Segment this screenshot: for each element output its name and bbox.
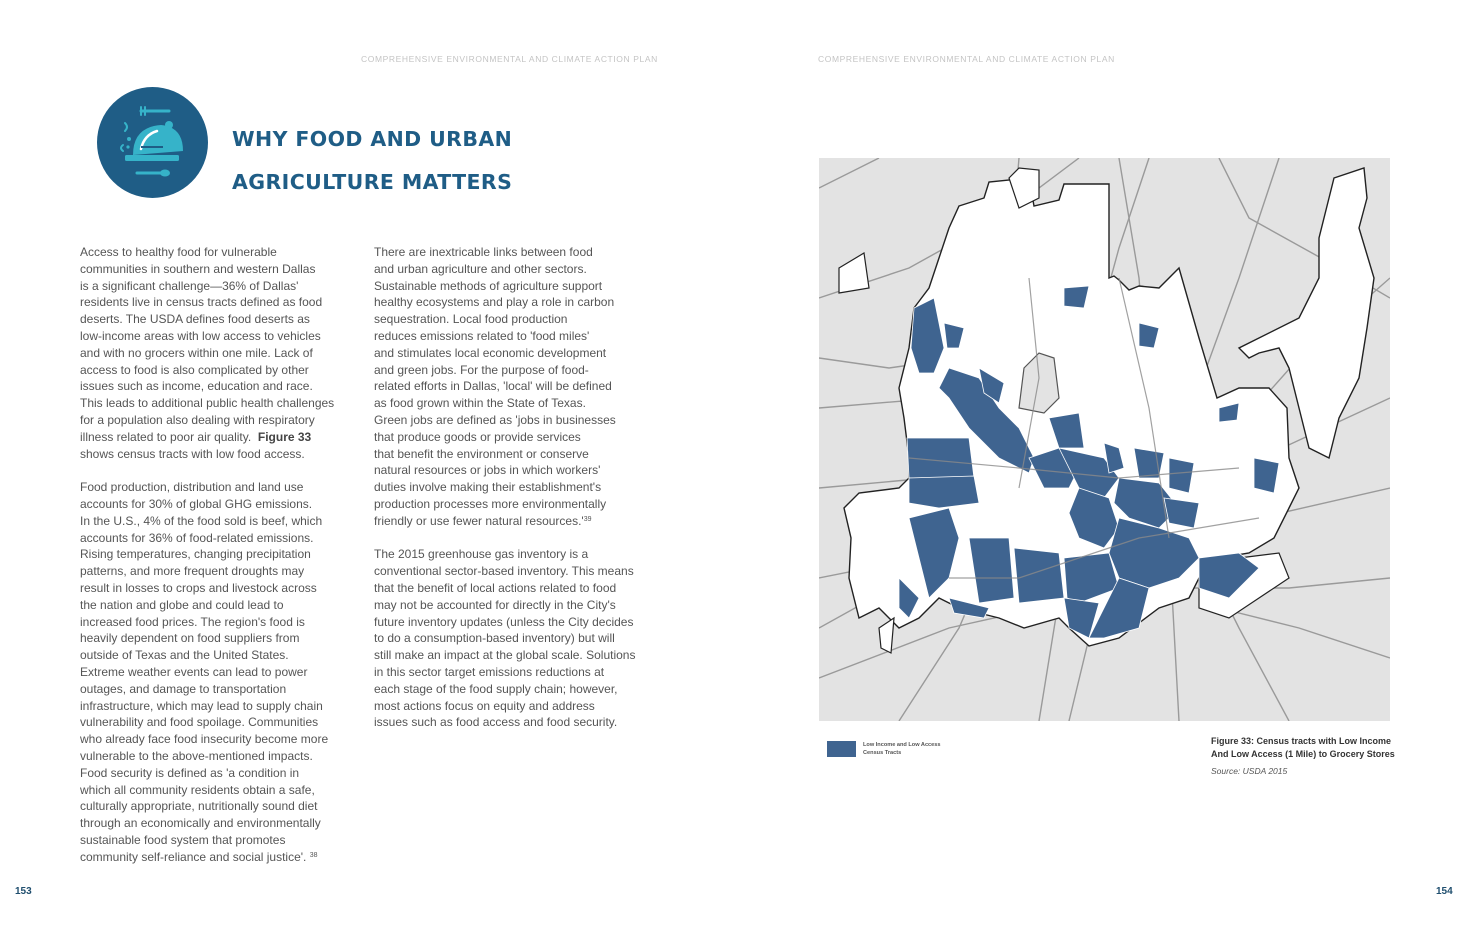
text-line: communities in southern and western Dallas [80, 261, 316, 276]
text-line: still make an impact at the global scale. Solutions [374, 648, 636, 663]
text-run: friendly or use fewer natural resources.' [374, 513, 584, 528]
text-line: infrastructure, which may lead to supply chain [80, 698, 323, 713]
text-line: Green jobs are defined as 'jobs in businesses [374, 412, 616, 427]
text-line [80, 849, 360, 866]
legend-line-1: Low Income and Low Access [863, 742, 941, 748]
page-number-right: 154 [1436, 886, 1453, 897]
text-line: Rising temperatures, changing precipitation [80, 547, 311, 562]
text-line: who already face food insecurity become more [80, 732, 329, 747]
text-line: which all community residents obtain a safe, [80, 782, 315, 797]
legend-label [863, 741, 941, 757]
text-line: reduces emissions related to 'food miles' [374, 328, 590, 343]
figure-source: Source: USDA 2015 [1211, 766, 1288, 776]
text-line: and stimulates local economic development [374, 345, 607, 360]
text-line: and green jobs. For the purpose of food- [374, 362, 589, 377]
legend-line-2: Census Tracts [863, 750, 902, 756]
text-line: accounts for 30% of global GHG emissions. [80, 496, 313, 511]
text-line: is a significant challenge—36% of Dallas' [80, 278, 299, 293]
text-line: outside of Texas and the United States. [80, 648, 289, 663]
text-line: Extreme weather events can lead to power [80, 664, 308, 679]
caption-line-1: Figure 33: Census tracts with Low Income [1211, 736, 1392, 746]
text-run: community self-reliance and social justice'. [80, 849, 310, 864]
text-line: access to food is also complicated by other [80, 362, 309, 377]
food-emblem [97, 87, 208, 198]
text-line: production processes more environmentally [374, 496, 607, 511]
text-line: through an economically and environmentally [80, 816, 321, 831]
text-line: outages, and damage to transportation [80, 681, 287, 696]
text-line: Access to healthy food for vulnerable [80, 245, 277, 259]
footnote-ref[interactable]: 38 [309, 851, 318, 859]
text-line: accounts for 36% of food-related emissions. [80, 530, 314, 545]
text-line: shows census tracts with low food access. [80, 446, 305, 461]
figure-caption [1211, 735, 1395, 761]
body-column-1 [80, 244, 360, 882]
text-line: culturally appropriate, nutritionally sound diet [80, 799, 318, 814]
text-line: low-income areas with low access to vehicles [80, 328, 321, 343]
text-line: most actions focus on equity and address [374, 698, 595, 713]
title-line-1: WHY FOOD AND URBAN [232, 127, 513, 151]
text-line: sustainable food system that promotes [80, 832, 286, 847]
text-line: for a population also dealing with respiratory [80, 412, 315, 427]
text-line: residents live in census tracts defined as food [80, 295, 323, 310]
text-line: related efforts in Dallas, 'local' will be defined [374, 379, 612, 394]
title-line-2: AGRICULTURE MATTERS [232, 170, 513, 194]
text-line: heavily dependent on food suppliers from [80, 631, 300, 646]
caption-line-2: And Low Access (1 Mile) to Grocery Stores [1211, 749, 1395, 759]
legend-swatch [827, 741, 856, 757]
text-line: and with no grocers within one mile. Lack of [80, 345, 313, 360]
text-line: and urban agriculture and other sectors. [374, 261, 587, 276]
page-number-left: 153 [15, 886, 32, 897]
text-line: that the benefit of local actions related to food [374, 580, 617, 595]
text-line: deserts. The USDA defines food deserts as [80, 312, 310, 327]
paragraph [374, 546, 659, 731]
text-line: may not be accounted for directly in the City's [374, 597, 616, 612]
figure-reference: Figure 33 [257, 429, 312, 444]
text-line: each stage of the food supply chain; however, [374, 681, 618, 696]
text-line: that produce goods or provide services [374, 429, 581, 444]
text-line: to do a consumption-based inventory) but will [374, 631, 615, 646]
page-title [232, 118, 512, 204]
footnote-ref[interactable]: 39 [583, 515, 592, 523]
text-line: vulnerability and food spoilage. Communities [80, 715, 319, 730]
paragraph [80, 479, 360, 865]
text-run: illness related to poor air quality. [80, 429, 258, 444]
text-line: sequestration. Local food production [374, 312, 568, 327]
text-line: Food security is defined as 'a condition in [80, 765, 300, 780]
text-line: natural resources or jobs in which workers' [374, 463, 601, 478]
text-line: conventional sector-based inventory. This means [374, 564, 634, 579]
census-tract-map [819, 158, 1390, 721]
text-line: in this sector target emissions reductions at [374, 664, 605, 679]
text-line: increased food prices. The region's food is [80, 614, 305, 629]
body-column-2 [374, 244, 659, 748]
text-line: There are inextricable links between food [374, 245, 593, 259]
map-graphic [819, 158, 1390, 721]
paragraph [80, 244, 360, 462]
text-line [374, 513, 659, 530]
text-line: The 2015 greenhouse gas inventory is a [374, 547, 589, 562]
running-head-left: COMPREHENSIVE ENVIRONMENTAL AND CLIMATE ACTION PLAN [361, 54, 658, 64]
text-line: Food production, distribution and land use [80, 480, 304, 495]
text-line: vulnerable to the above-mentioned impacts. [80, 748, 313, 763]
text-line: issues such as food access and food security. [374, 715, 618, 730]
text-line: that benefit the environment or conserve [374, 446, 589, 461]
running-head-right: COMPREHENSIVE ENVIRONMENTAL AND CLIMATE ACTION PLAN [818, 54, 1115, 64]
text-line [80, 429, 360, 446]
text-line: result in losses to crops and livestock across [80, 580, 317, 595]
text-line: healthy ecosystems and play a role in carbon [374, 295, 615, 310]
paragraph [374, 244, 659, 530]
text-line: issues such as income, education and race. [80, 379, 313, 394]
food-cloche-icon [97, 87, 208, 198]
text-line: Sustainable methods of agriculture support [374, 278, 603, 293]
text-line: duties involve making their establishment's [374, 480, 602, 495]
text-line: This leads to additional public health challenges [80, 396, 335, 411]
text-line: In the U.S., 4% of the food sold is beef, which [80, 513, 323, 528]
text-line: the nation and globe and could lead to [80, 597, 284, 612]
text-line: as food grown within the State of Texas. [374, 396, 586, 411]
text-line: patterns, and more frequent droughts may [80, 564, 305, 579]
text-line: future inventory updates (unless the City decides [374, 614, 634, 629]
